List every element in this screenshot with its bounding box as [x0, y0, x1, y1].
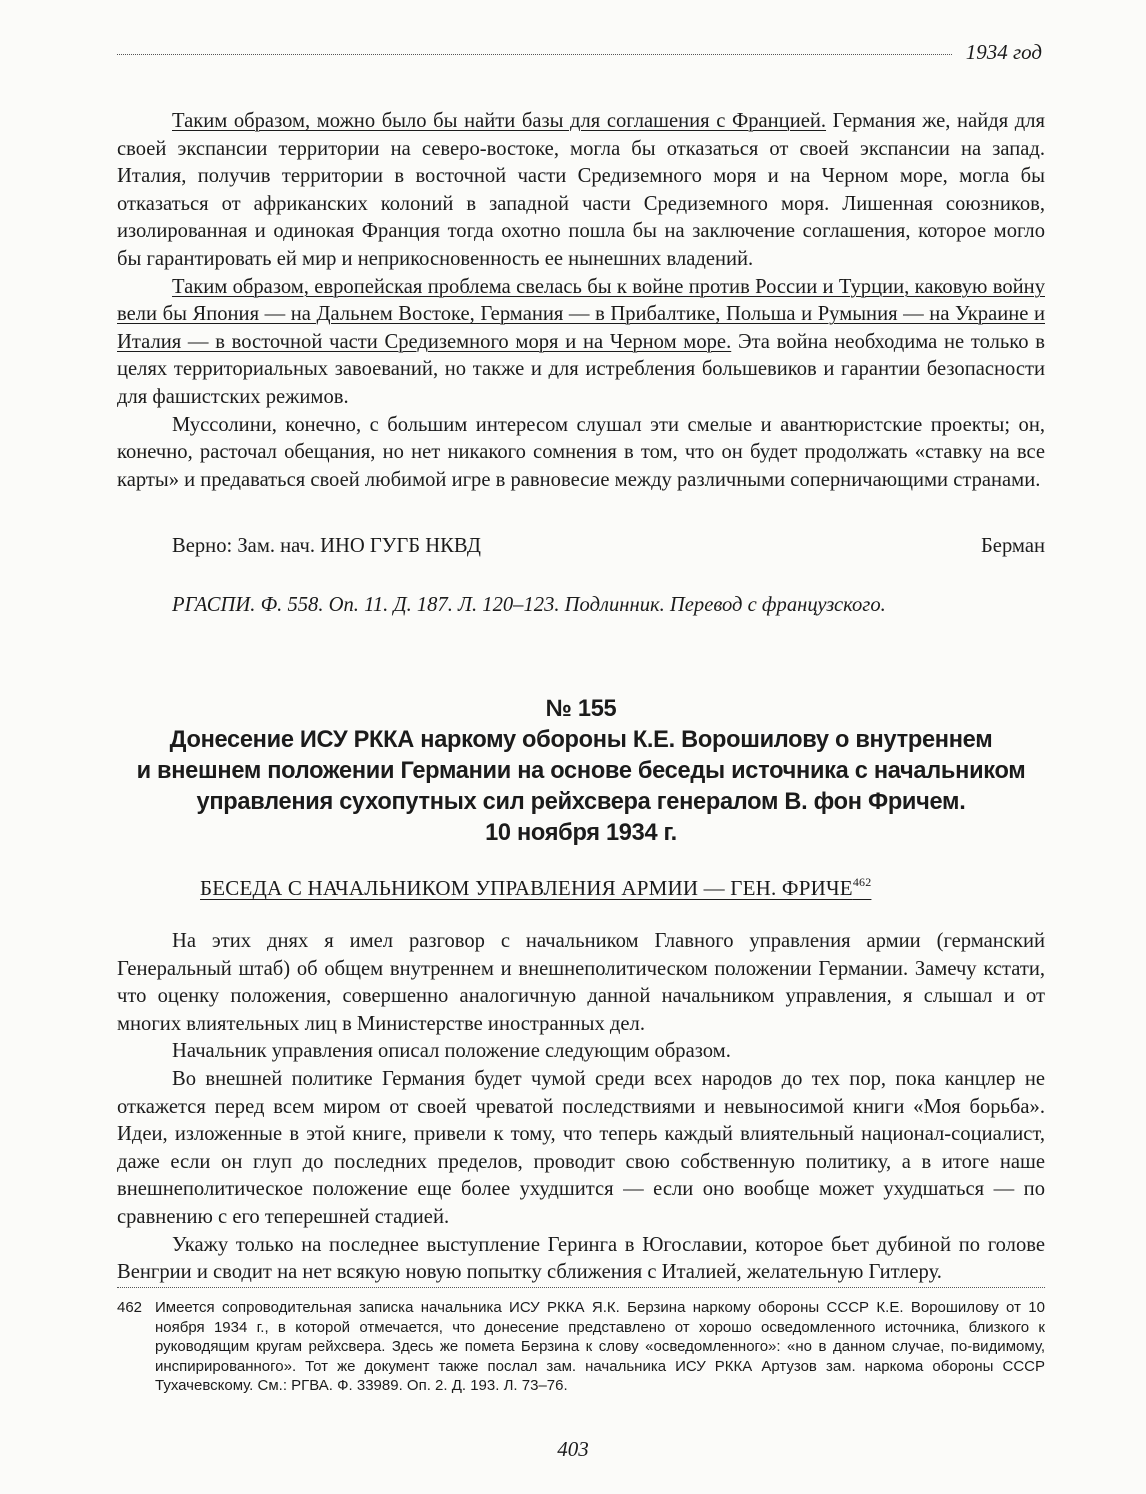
underlined-passage: Таким образом, европейская проблема свелась бы к войне против России и Турции, каковую войну вели бы Япония — на Дальнем Востоке, Германия — в Прибалтике, Польша и Румыния — на Украине и Италия — в восточной части Средиземного моря и на Черном море.: [117, 275, 1045, 353]
paragraph: Таким образом, европейская проблема свелась бы к войне против России и Турции, каковую войну вели бы Япония — на Дальнем Востоке, Германия — в Прибалтике, Польша и Румыния — на Украине и Италия — в восточной части Средиземного моря и на Черном море. Эта война необходима не только в целях территориальных завоеваний, но также и для истребления большевиков и гарантии безопасности для фашистских режимов.: [117, 275, 1045, 408]
paragraph: Укажу только на последнее выступление Геринга в Югославии, которое бьет дубиной по голове Венгрии и сводит на нет всякую новую попытку сближения с Италией, желательную Гитлеру.: [117, 1233, 1045, 1284]
document-heading: [117, 694, 1045, 849]
paragraph: Муссолини, конечно, с большим интересом слушал эти смелые и авантюристские проекты; он, конечно, расточал обещания, но нет никакого сомнения в том, что он будет продолжать «ставку на все карты» и предаваться своей любимой игре в равновесие между различными соперничающими странами.: [117, 413, 1045, 491]
signature: [172, 535, 1045, 558]
running-head: [117, 40, 1042, 70]
document-subtitle: БЕСЕДА С НАЧАЛЬНИКОМ УПРАВЛЕНИЯ АРМИИ — ГЕН. ФРИЧЕ$^{462}$: [200, 875, 872, 900]
footnote-number: 462: [117, 1299, 143, 1316]
signature-name: Берман: [980, 535, 1045, 557]
document-title-line: Донесение ИСУ РККА наркому обороны К.Е. Ворошилову о внутреннем: [169, 727, 993, 753]
paragraph: Таким образом, можно было бы найти базы для соглашения с Францией. Германия же, найдя для своей экспансии территории на северо-востоке, могла бы отказаться от своей экспансии на запад. Италия, получив территории в восточной части Средиземного моря и на Черном море, могла бы отказаться от африканских колоний в западной части Средиземного моря. Лишенная союзников, изолированная и одинокая Франция тогда охотно пошла бы на заключение соглашения, которое могло бы гарантировать ей мир и неприкосновенность ее нынешних владений.: [117, 110, 1045, 270]
footnote-ref: 462: [852, 875, 872, 889]
footnote-rule: [117, 1287, 1045, 1288]
page-number: 403: [557, 1437, 589, 1461]
archive-source: РГАСПИ. Ф. 558. Оп. 11. Д. 187. Л. 120–123. Подлинник. Перевод с французского.: [172, 594, 886, 616]
report-text: [117, 928, 1045, 1287]
paragraph: Во внешней политике Германия будет чумой среди всех народов до тех пор, пока канцлер не откажется перед всем миром от своей чреватой последствиями и невыносимой книги «Моя борьба». Идеи, изложенные в этой книге, привели к тому, что теперь каждый влиятельный национал-социалист, даже если он глуп до последних пределов, проводит свою собственную политику, а в итоге наше внешнеполитическое положение еще более ухудшится — если оно вообще может ухудшаться — по сравнению с его теперешней стадией.: [117, 1067, 1045, 1228]
document-number: № 155: [545, 696, 617, 722]
paragraph: Начальник управления описал положение следующим образом.: [172, 1040, 731, 1063]
paragraph: На этих днях я имел разговор с начальником Главного управления армии (германский Генеральный штаб) об общем внутреннем и внешнеполитическом положении Германии. Замечу кстати, что оценку положения, совершенно аналогичную данной начальником управления, я слышал и от многих влиятельных лиц в Министерстве иностранных дел.: [117, 930, 1045, 1035]
running-head-year: 1934 год: [965, 40, 1042, 64]
footnote-text: Имеется сопроводительная записка начальника ИСУ РККА Я.К. Берзина наркому обороны СССР К.Е. Ворошилову от 10 ноября 1934 г., в которой отмечается, что донесение представлено от хорошо осведомленного источника, близкого к руководящим кругам рейхсвера. Здесь же помета Берзина к слову «осведомленного»: «но в данном случае, по-видимому, инспирированного». Тот же документ также послал зам. начальника ИСУ РККА Артузов зам. наркома обороны СССР Тухачевскому. См.: РГВА. Ф. 33989. Оп. 2. Д. 193. Л. 73–76.: [155, 1299, 1045, 1394]
letter-text: [117, 108, 1045, 494]
signature-position: Верно: Зам. нач. ИНО ГУГБ НКВД: [172, 535, 481, 557]
document-date: 10 ноября 1934 г.: [485, 820, 677, 846]
document-title-line: управления сухопутных сил рейхсвера генералом В. фон Фричем.: [196, 789, 966, 815]
underlined-passage: Таким образом, можно было бы найти базы для соглашения с Францией.: [172, 110, 827, 132]
running-head-rule: [117, 54, 952, 55]
document-title-line: и внешнем положении Германии на основе беседы источника с начальником: [136, 758, 1026, 784]
footnote: [117, 1298, 1045, 1396]
